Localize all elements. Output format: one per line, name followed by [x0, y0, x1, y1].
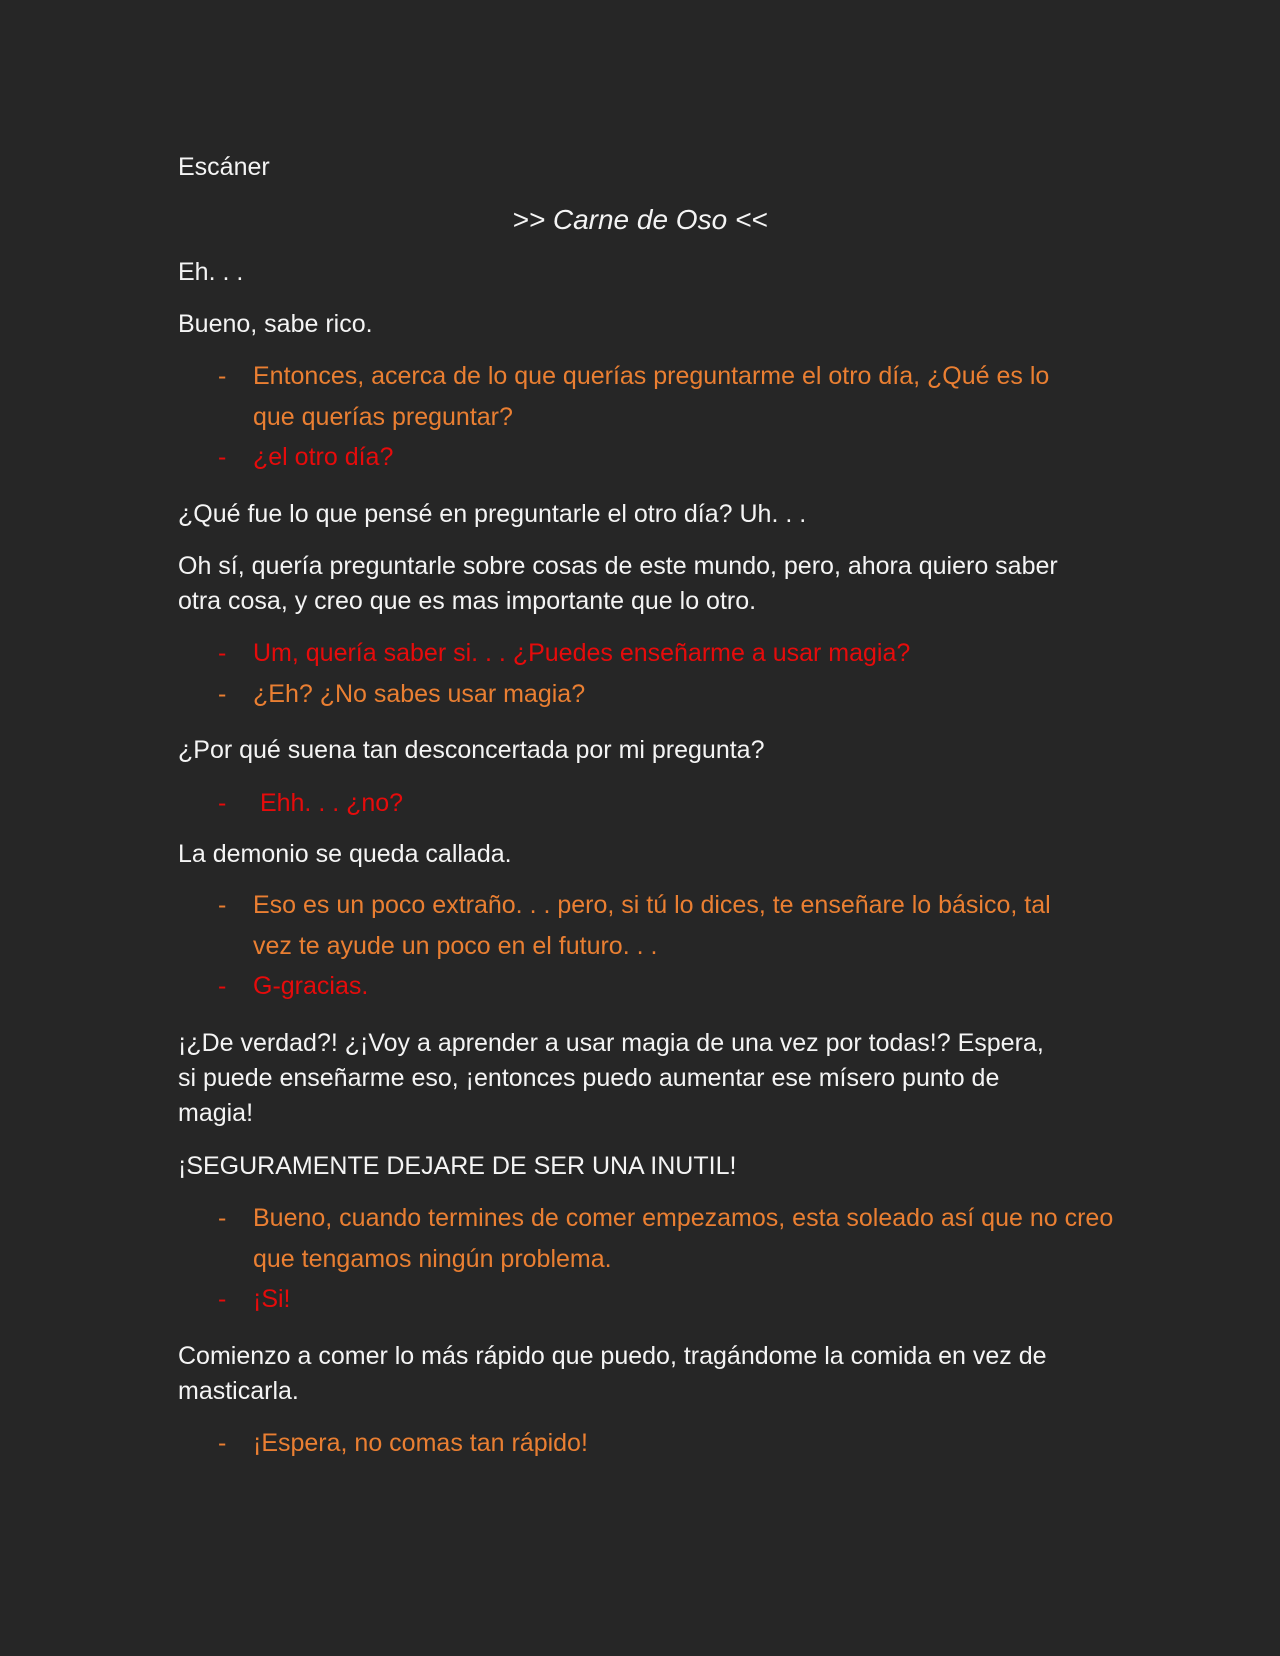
dialogue-text: Bueno, cuando termines de comer empezamos, esta soleado así que no creo que tengamos ningún problema.	[253, 1204, 1114, 1273]
dialogue-dash: -	[218, 443, 227, 471]
dialogue-line	[218, 437, 1118, 478]
dialogue-line	[218, 783, 1118, 824]
narration: Oh sí, quería preguntarle sobre cosas de este mundo, pero, ahora quiero saber otra cosa, y creo que es mas importante que lo otro.	[178, 552, 1058, 615]
dialogue-text: Entonces, acerca de lo que querías preguntarme el otro día, ¿Qué es lo que querías preguntar?	[253, 362, 1050, 431]
dialogue-line	[218, 966, 1118, 1007]
dialogue-line	[218, 1198, 1118, 1280]
dialogue-text: ¿Eh? ¿No sabes usar magia?	[253, 680, 586, 708]
dialogue-line	[218, 674, 1118, 715]
dialogue-dash: -	[218, 1429, 227, 1457]
narration: ¿Qué fue lo que pensé en preguntarle el otro día? Uh. . .	[178, 500, 807, 528]
dialogue-line	[218, 633, 1118, 674]
dialogue-line	[218, 356, 1118, 438]
narration: ¡SEGURAMENTE DEJARE DE SER UNA INUTIL!	[178, 1152, 737, 1180]
dialogue-text: Eso es un poco extraño. . . pero, si tú lo dices, te enseñare lo básico, tal vez te ayude un poco en el futuro. . .	[253, 891, 1051, 960]
dialogue-dash: -	[218, 1204, 227, 1232]
narration: La demonio se queda callada.	[178, 840, 512, 868]
narration: ¡¿De verdad?! ¿¡Voy a aprender a usar magia de una vez por todas!? Espera, si puede enseñarme eso, ¡entonces puedo aumentar ese mísero punto de magia!	[178, 1029, 1044, 1127]
dialogue-text: ¡Espera, no comas tan rápido!	[253, 1429, 588, 1457]
narration: Eh. . .	[178, 258, 244, 286]
narration: Comienzo a comer lo más rápido que puedo, tragándome la comida en vez de masticarla.	[178, 1342, 1047, 1405]
dialogue-dash: -	[218, 639, 227, 667]
dialogue-text: Ehh. . . ¿no?	[253, 789, 404, 817]
dialogue-dash: -	[218, 1285, 227, 1313]
dialogue-line	[218, 1423, 1118, 1464]
dialogue-line	[218, 1279, 1118, 1320]
dialogue-line	[218, 885, 1118, 967]
dialogue-dash: -	[218, 972, 227, 1000]
narration: Bueno, sabe rico.	[178, 310, 373, 338]
dialogue-dash: -	[218, 362, 227, 390]
dialogue-dash: -	[218, 789, 227, 817]
chapter-title: >> Carne de Oso <<	[512, 204, 768, 235]
dialogue-text: G-gracias.	[253, 972, 369, 1000]
narration: ¿Por qué suena tan desconcertada por mi pregunta?	[178, 736, 765, 764]
dialogue-text: ¡Si!	[253, 1285, 291, 1313]
dialogue-text: ¿el otro día?	[253, 443, 394, 471]
chapter-header: Escáner	[178, 153, 270, 181]
dialogue-dash: -	[218, 891, 227, 919]
dialogue-dash: -	[218, 680, 227, 708]
dialogue-text: Um, quería saber si. . . ¿Puedes enseñarme a usar magia?	[253, 639, 911, 667]
